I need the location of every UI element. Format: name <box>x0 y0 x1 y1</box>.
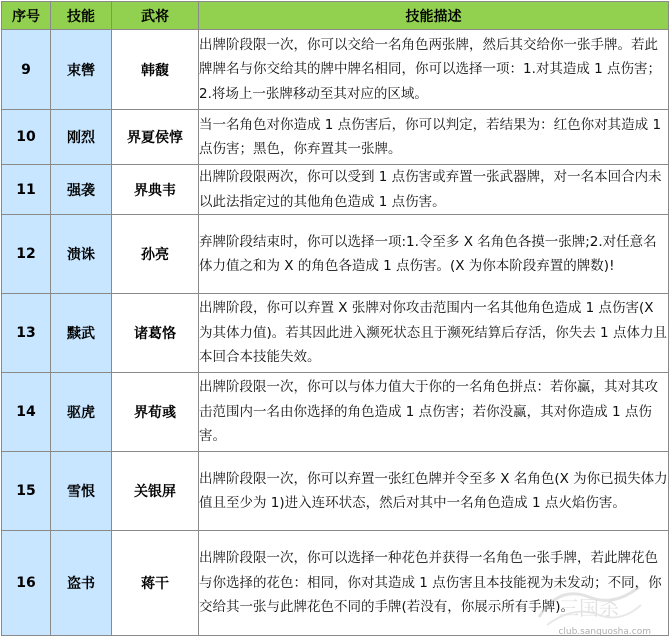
row-desc: 出牌阶段限一次，你可以选择一种花色并获得一名角色一张手牌，若此牌花色与你选择的花色：相同，你对其造成 1 点伤害且本技能视为未发动；不同，你交给其一张与此牌花色不同的手牌(若没有，你展示所有手牌)。 <box>199 531 669 636</box>
table-row <box>2 373 669 452</box>
svg-text:三国杀: 三国杀 <box>559 596 619 620</box>
row-desc: 出牌阶段限一次，你可以交给一名角色两张牌，然后其交给你一张手牌。若此牌牌名与你交给其的牌中牌名相同，你可以选择一项：1.对其造成 1 点伤害；2.将场上一张牌移动至其对应的区域。 <box>199 30 669 110</box>
row-num: 11 <box>2 165 51 215</box>
row-desc: 出牌阶段限一次，你可以与体力值大于你的一名角色拼点：若你赢，其对其攻击范围内一名由你选择的角色造成 1 点伤害；若你没赢，其对你造成 1 点伤害。 <box>199 373 669 452</box>
row-general: 界夏侯惇 <box>112 110 199 165</box>
row-num: 14 <box>2 373 51 452</box>
row-skill: 雪恨 <box>51 452 112 531</box>
header-skill: 技能 <box>51 2 112 30</box>
skills-table <box>1 1 669 636</box>
row-skill: 束辔 <box>51 30 112 110</box>
row-num: 15 <box>2 452 51 531</box>
table-row <box>2 110 669 165</box>
header-general: 武将 <box>112 2 199 30</box>
row-desc: 出牌阶段限一次，你可以弃置一张红色牌并令至多 X 名角色(X 为你已损失体力值且至少为 1)进入连环状态，然后对其中一名角色造成 1 点火焰伤害。 <box>199 452 669 531</box>
header-desc: 技能描述 <box>199 2 669 30</box>
table-row <box>2 294 669 373</box>
row-general: 蒋干 <box>112 531 199 636</box>
row-general: 界荀彧 <box>112 373 199 452</box>
row-skill: 溃诛 <box>51 215 112 294</box>
row-desc: 当一名角色对你造成 1 点伤害后，你可以判定，若结果为：红色你对其造成 1 点伤害；黑色，你弃置其一张牌。 <box>199 110 669 165</box>
table-row <box>2 531 669 636</box>
row-num: 12 <box>2 215 51 294</box>
row-skill: 盗书 <box>51 531 112 636</box>
watermark-url: club.sanguosha.com <box>558 627 651 637</box>
row-general: 界典韦 <box>112 165 199 215</box>
row-skill: 强袭 <box>51 165 112 215</box>
row-general: 韩馥 <box>112 30 199 110</box>
row-skill: 驱虎 <box>51 373 112 452</box>
header-num: 序号 <box>2 2 51 30</box>
table-row <box>2 215 669 294</box>
row-num: 16 <box>2 531 51 636</box>
table-row <box>2 452 669 531</box>
table-row <box>2 165 669 215</box>
row-desc: 出牌阶段限两次，你可以受到 1 点伤害或弃置一张武器牌，对一名本回合内未以此法指定过的其他角色造成 1 点伤害。 <box>199 165 669 215</box>
row-desc: 出牌阶段，你可以弃置 X 张牌对你攻击范围内一名其他角色造成 1 点伤害(X 为其体力值)。若其因此进入濒死状态且于濒死结算后存活，你失去 1 点体力且本回合本技能失效。 <box>199 294 669 373</box>
row-general: 诸葛恪 <box>112 294 199 373</box>
row-general: 关银屏 <box>112 452 199 531</box>
row-num: 9 <box>2 30 51 110</box>
row-desc: 弃牌阶段结束时，你可以选择一项:1.令至多 X 名角色各摸一张牌;2.对任意名体力值之和为 X 的角色各造成 1 点伤害。(X 为你本阶段弃置的牌数)! <box>199 215 669 294</box>
row-skill: 刚烈 <box>51 110 112 165</box>
row-num: 10 <box>2 110 51 165</box>
table-header-row <box>2 2 669 30</box>
row-general: 孙亮 <box>112 215 199 294</box>
table-row <box>2 30 669 110</box>
row-num: 13 <box>2 294 51 373</box>
row-skill: 黩武 <box>51 294 112 373</box>
